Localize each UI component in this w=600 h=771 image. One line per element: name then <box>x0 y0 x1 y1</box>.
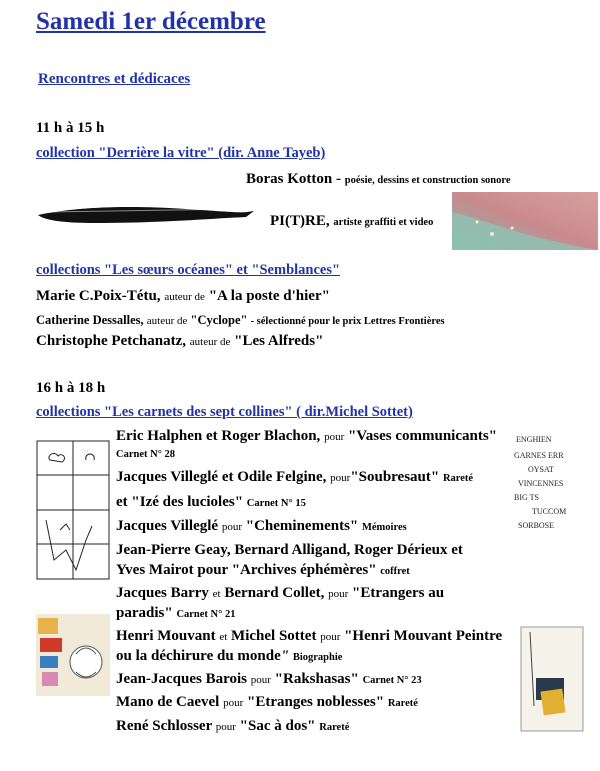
svg-text:SORBOSE: SORBOSE <box>518 521 555 530</box>
entry-catherine-dessalles: Catherine Dessalles, auteur de "Cyclope" - sélectionné pour le prix Lettres Frontières <box>36 313 445 327</box>
entry-villegle-cheminements: Jacques Villeglé pour "Cheminements" Mémoires <box>116 518 407 534</box>
entry-carnet-28: Carnet N° 28 <box>116 449 176 460</box>
pitre-name: PI(T)RE, artiste graffiti et video <box>270 213 434 229</box>
calligraphy-image <box>512 428 594 538</box>
entry-mouvant-sottet: Henri Mouvant et Michel Sottet pour "Henri Mouvant Peintre <box>116 628 503 644</box>
book-cover-image <box>36 614 110 696</box>
entry-barois-rakshasas: Jean-Jacques Barois pour "Rakshasas" Carnet N° 23 <box>116 671 422 687</box>
entry-halphen-blachon: Eric Halphen et Roger Blachon, pour "Vases communicants" <box>116 428 498 444</box>
hand-drawing-image <box>36 440 110 580</box>
session2-time: 16 h à 18 h <box>36 380 106 396</box>
collection-link-sept-collines[interactable]: collections "Les carnets des sept collines" ( dir.Michel Sottet) <box>36 404 413 420</box>
collage-image <box>520 626 584 732</box>
session1-time: 11 h à 15 h <box>36 120 105 136</box>
brush-stroke-image <box>36 203 256 225</box>
entry-dechirure: ou la déchirure du monde" Biographie <box>116 648 343 664</box>
entry-barry-collet: Jacques Barry et Bernard Collet, pour "Etrangers au <box>116 585 445 601</box>
boras-kotton-name: Boras Kotton - poésie, dessins et construction sonore <box>246 171 511 187</box>
svg-text:TUCCOM: TUCCOM <box>532 507 567 516</box>
entry-christophe-petchanatz: Christophe Petchanatz, auteur de "Les Alfreds" <box>36 333 324 349</box>
page-title: Samedi 1er décembre <box>36 8 266 35</box>
entry-caevel: Mano de Caevel pour "Etranges noblesses" Rareté <box>116 694 418 710</box>
entry-paradis: paradis" Carnet N° 21 <box>116 605 236 621</box>
svg-text:OYSAT: OYSAT <box>528 465 554 474</box>
pitre-desc: artiste graffiti et video <box>333 217 434 228</box>
entry-ize-des-lucioles: et "Izé des lucioles" Carnet N° 15 <box>116 494 306 510</box>
entry-marie-poix-tetu: Marie C.Poix-Tétu, auteur de "A la poste d'hier" <box>36 288 330 304</box>
svg-text:ENGHIEN: ENGHIEN <box>516 435 552 444</box>
collection-link-derriere-la-vitre[interactable]: collection "Derrière la vitre" (dir. Anne Tayeb) <box>36 145 326 161</box>
entry-schlosser: René Schlosser pour "Sac à dos" Rareté <box>116 718 350 734</box>
pitre-artwork-image <box>452 192 598 250</box>
svg-text:BIG TS: BIG TS <box>514 493 539 502</box>
entry-villegle-felgine: Jacques Villeglé et Odile Felgine, pour"Soubresaut" Rareté <box>116 469 474 485</box>
entry-geay-alligand: Jean-Pierre Geay, Bernard Alligand, Roger Dérieux et <box>116 542 463 558</box>
entry-mairot-archives: Yves Mairot pour "Archives éphémères" coffret <box>116 562 410 578</box>
boras-kotton-desc: poésie, dessins et construction sonore <box>344 175 511 186</box>
collection-link-soeurs-oceanes[interactable]: collections "Les sœurs océanes" et "Semblances" <box>36 262 341 278</box>
subheading-link[interactable]: Rencontres et dédicaces <box>38 71 191 87</box>
svg-text:GARNES ERR: GARNES ERR <box>514 451 564 460</box>
svg-text:VINCENNES: VINCENNES <box>518 479 564 488</box>
